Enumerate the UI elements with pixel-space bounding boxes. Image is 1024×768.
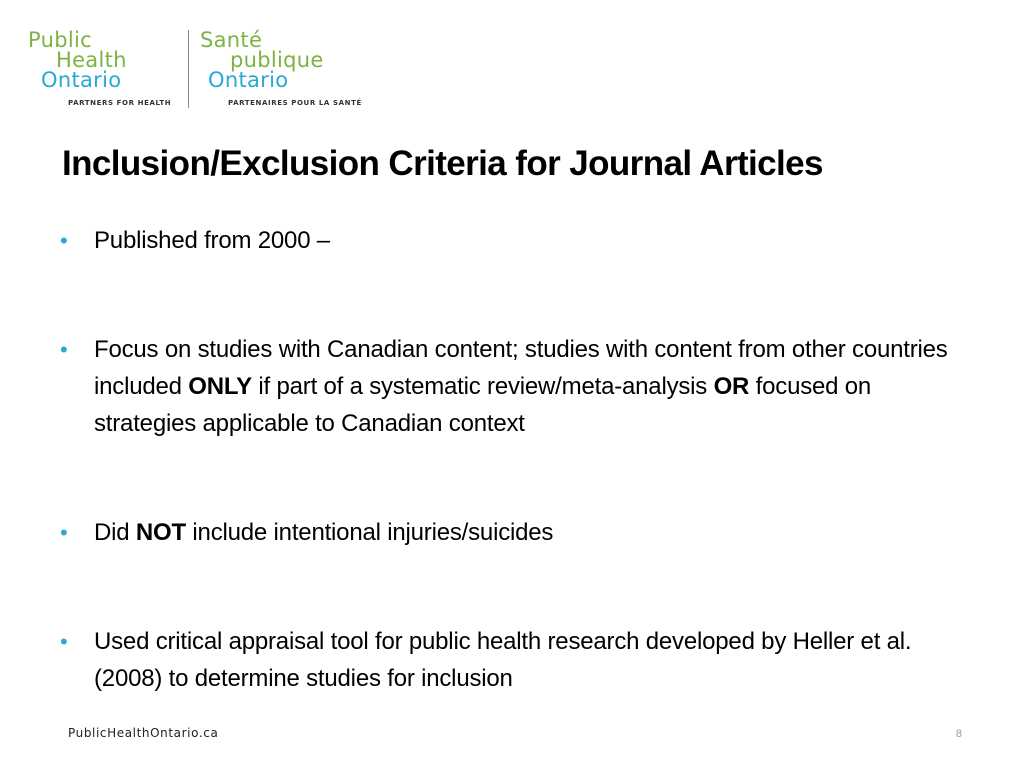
logo-fr-line1: Santé	[200, 28, 263, 52]
bullet-text: Focus on studies with Canadian content; studies with content from other countries included	[94, 336, 948, 400]
logo-en-line3: Ontario	[41, 68, 122, 92]
bullet-text: Published from 2000 –	[94, 227, 330, 254]
logo-fr-tagline: PARTENAIRES POUR LA SANTÉ	[228, 99, 362, 107]
bullet-text: Used critical appraisal tool for public health research developed by Heller et al. (2008) to determine studies for inclusion	[94, 628, 912, 692]
bullet-emphasis: ONLY	[188, 373, 252, 400]
logo-fr-line2: publique	[230, 48, 324, 72]
bullet-list	[60, 222, 960, 697]
bullet-text: focused on strategies applicable to Canadian context	[94, 373, 872, 437]
bullet-text: if part of a systematic review/meta-analysis	[251, 373, 714, 400]
logo-fr-line3: Ontario	[208, 68, 289, 92]
bullet-icon: •	[60, 228, 68, 253]
bullet-emphasis: OR	[713, 373, 750, 400]
logo-french	[200, 28, 370, 110]
bullet-item	[60, 623, 960, 697]
logo-divider	[188, 30, 189, 108]
bullet-item	[60, 514, 960, 551]
bullet-icon: •	[60, 337, 68, 362]
logo-en-line1: Public	[28, 28, 92, 52]
page-number: 8	[955, 728, 962, 740]
bullet-item	[60, 222, 960, 259]
public-health-ontario-logo	[28, 28, 368, 110]
bullet-emphasis: NOT	[135, 519, 186, 546]
bullet-text: include intentional injuries/suicides	[185, 519, 554, 546]
bullet-item	[60, 331, 960, 442]
logo-en-tagline: PARTNERS FOR HEALTH	[68, 99, 172, 107]
footer-website: PublicHealthOntario.ca	[68, 726, 219, 740]
logo-english	[28, 28, 178, 110]
slide-title: Inclusion/Exclusion Criteria for Journal Articles	[62, 144, 823, 183]
bullet-icon: •	[60, 629, 68, 654]
bullet-icon: •	[60, 520, 68, 545]
logo-en-line2: Health	[56, 48, 127, 72]
bullet-text: Did	[94, 519, 136, 546]
